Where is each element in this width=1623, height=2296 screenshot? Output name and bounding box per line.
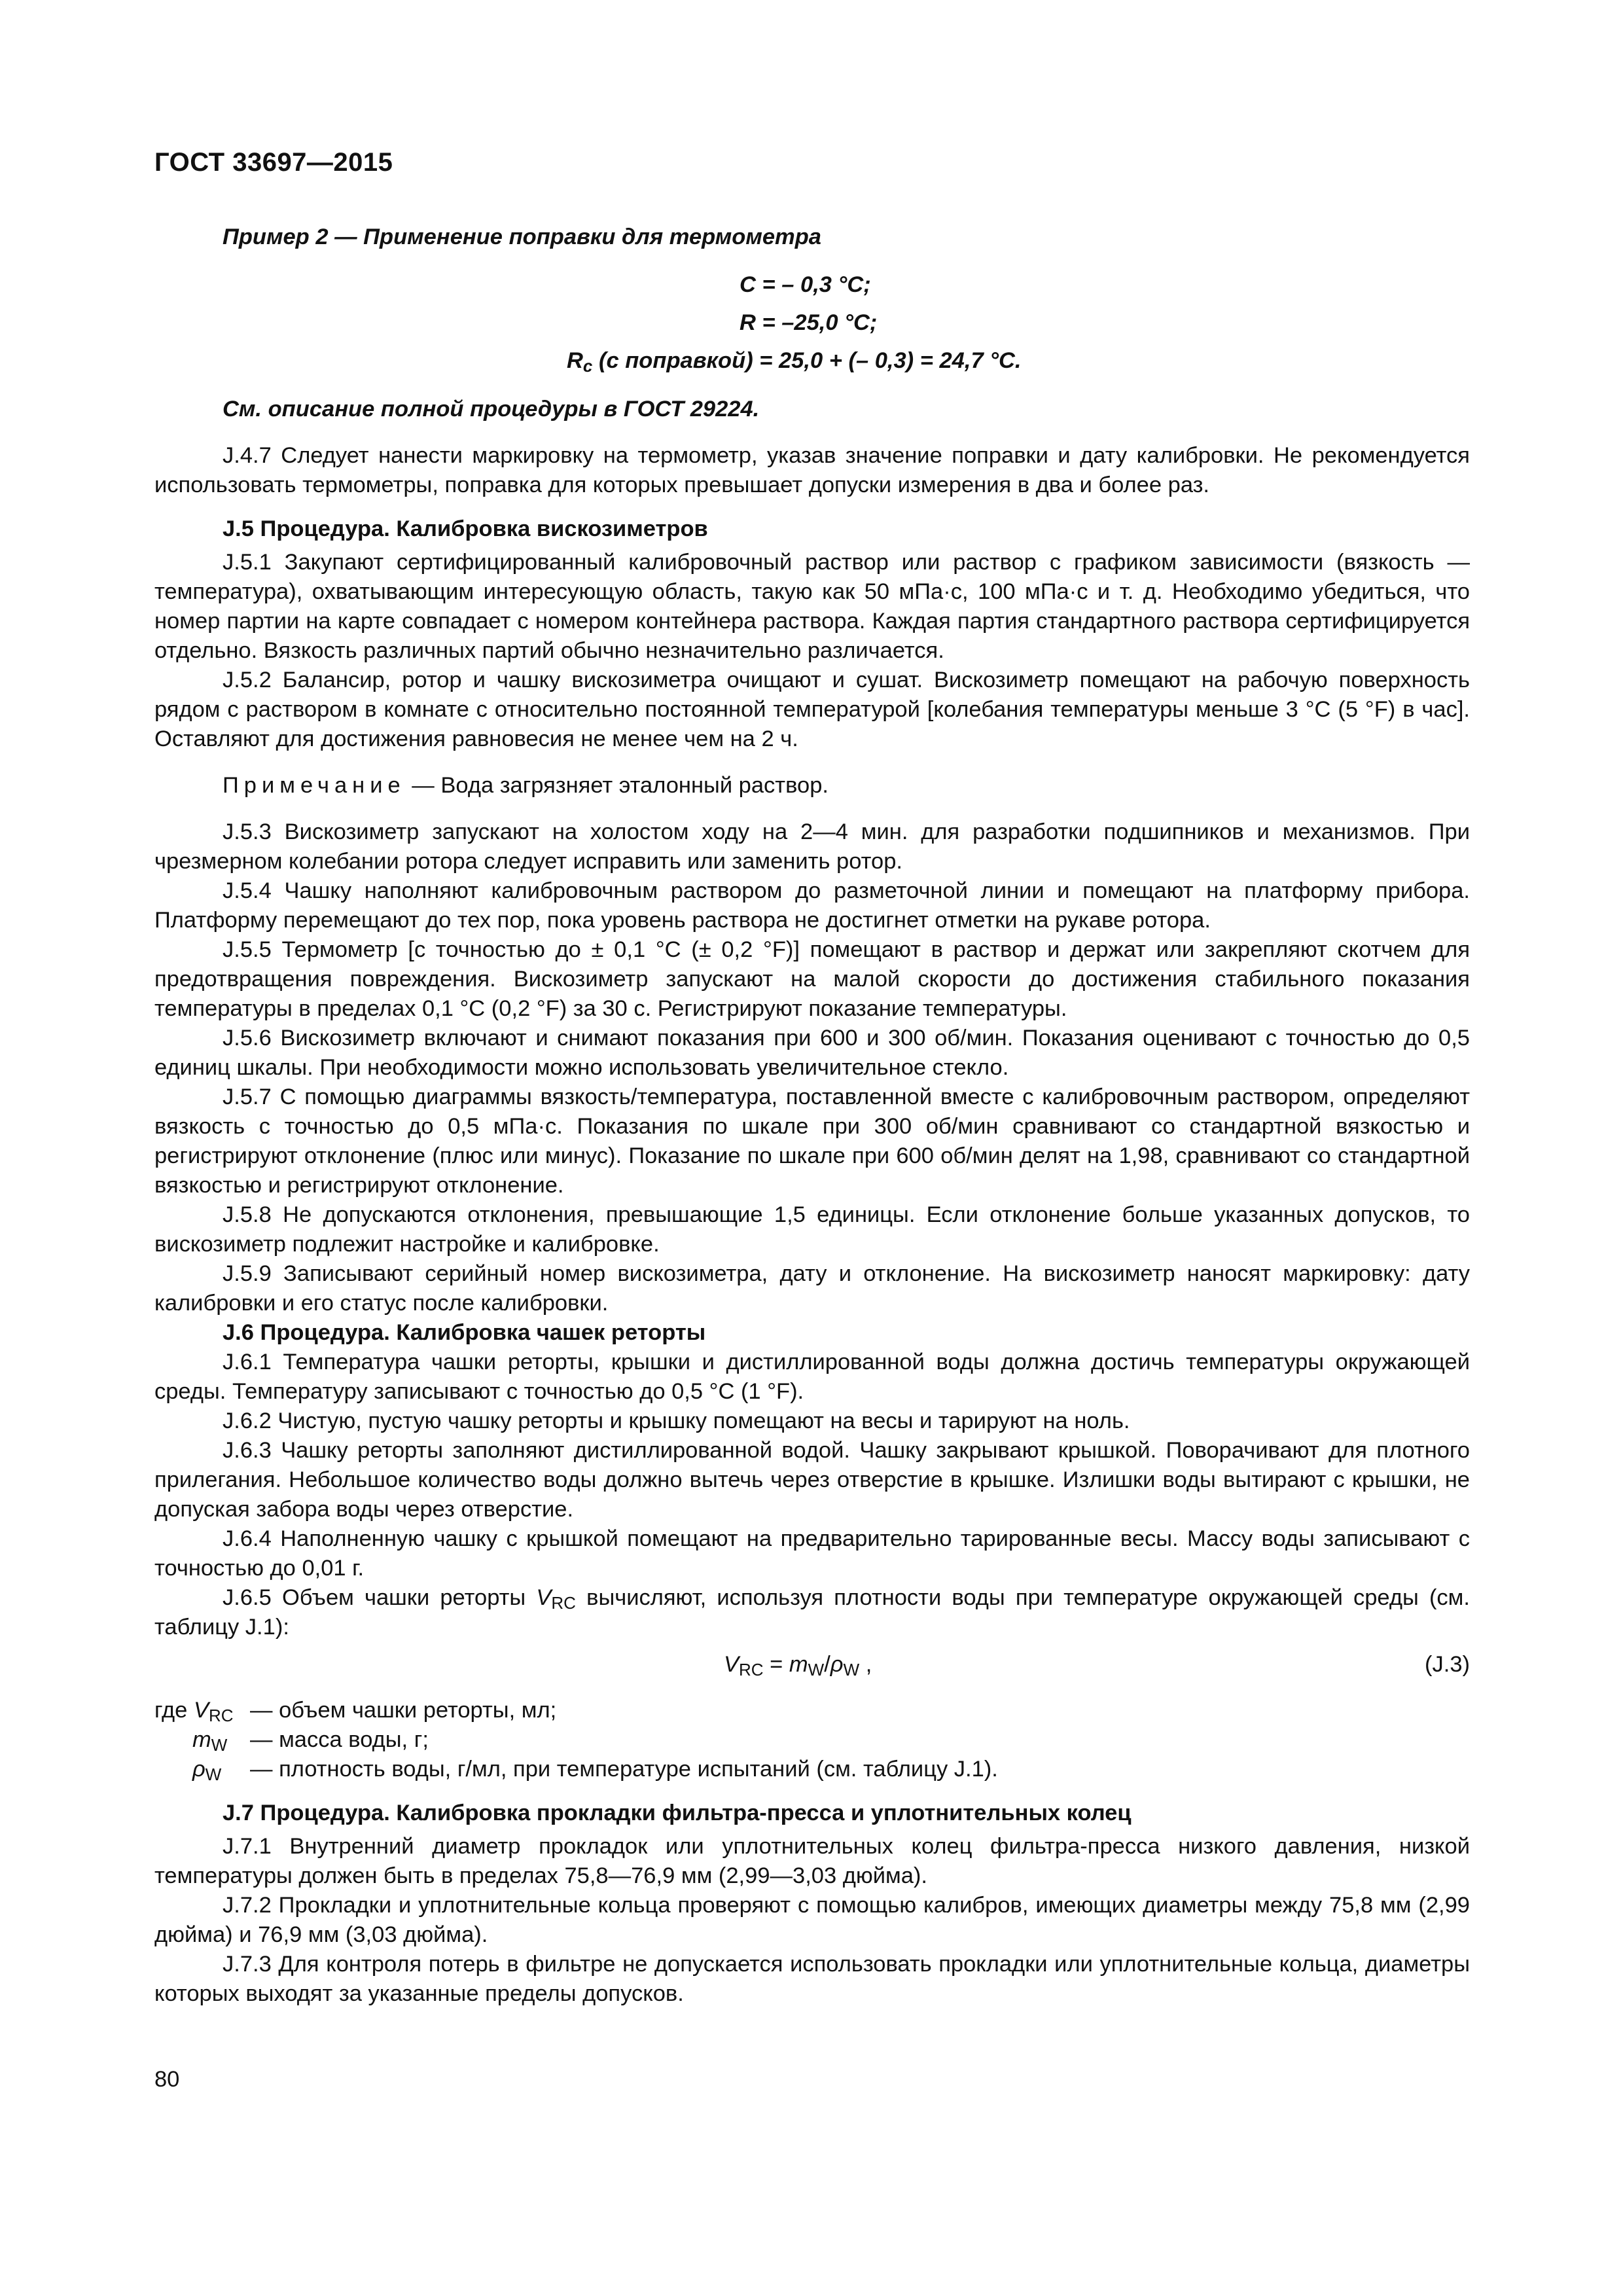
see-reference: См. описание полной процедуры в ГОСТ 29224. bbox=[223, 397, 760, 422]
legend-v-symbol bbox=[154, 1696, 234, 1725]
formula-rc-subscript: c bbox=[582, 356, 593, 376]
j6-5-text-a: J.6.5 Объем чашки реторты bbox=[223, 1585, 537, 1610]
paragraph-j7-2: J.7.2 Прокладки и уплотнительные кольца проверяют с помощью калибров, имеющих диаметры между 75,8 мм (2,99 дюйма) и 76,9 мм (3,03 дюйма). bbox=[154, 1893, 1470, 1947]
paragraph-j5-2: J.5.2 Балансир, ротор и чашку вискозиметра очищают и сушат. Вискозиметр помещают на рабочую поверхность рядом с раствором в комнате с относительно постоянной температурой [колебания температуры меньше 3 °C (5 °F) в час]. Оставляют для достижения равновесия не менее чем на 2 ч. bbox=[154, 668, 1470, 751]
legend-v-sub: RC bbox=[208, 1706, 234, 1725]
eq-rho-symbol: ρ bbox=[830, 1652, 844, 1677]
equation-body bbox=[724, 1650, 872, 1679]
legend-rho-letter: ρ bbox=[192, 1757, 205, 1782]
paragraph-j6-1: J.6.1 Температура чашки реторты, крышки и дистиллированной воды должна достичь температуры окружающей среды. Температуру записывают с точностью до 0,5 °C (1 °F). bbox=[154, 1350, 1470, 1404]
j6-5-text-b: вычисляют, используя плотности воды при температуре окружающей среды (см. таблицу J.1): bbox=[154, 1585, 1470, 1640]
paragraph-j5-5: J.5.5 Термометр [с точностью до ± 0,1 °C (± 0,2 °F)] помещают в раствор и держат или закрепляют скотчем для предотвращения повреждения. Вискозиметр запускают на малой скорости до достижения стабильного показания температуры в пределах 0,1 °C (0,2 °F) за 30 с. Регистрируют показание температуры. bbox=[154, 937, 1470, 1021]
document-id-header: ГОСТ 33697—2015 bbox=[154, 148, 393, 177]
note-text: — Вода загрязняет эталонный раствор. bbox=[405, 773, 829, 798]
paragraph-j5-6: J.5.6 Вискозиметр включают и снимают показания при 600 и 300 об/мин. Показания оценивают с точностью до 0,5 единиц шкалы. При необходимости можно использовать увеличительное стекло. bbox=[154, 1026, 1470, 1080]
formula-rc-rest: (с поправкой) = 25,0 + (– 0,3) = 24,7 °C. bbox=[592, 348, 1022, 373]
paragraph-j6-4: J.6.4 Наполненную чашку с крышкой помещают на предварительно тарированные весы. Массу воды записывают с точностью до 0,01 г. bbox=[154, 1526, 1470, 1581]
paragraph-j7-1: J.7.1 Внутренний диаметр прокладок или уплотнительных колец фильтра-пресса низкого давления, низкой температуры должен быть в пределах 75,8—76,9 мм (2,99—3,03 дюйма). bbox=[154, 1834, 1470, 1888]
legend-rho-text: — плотность воды, г/мл, при температуре испытаний (см. таблицу J.1). bbox=[250, 1757, 998, 1782]
legend-row-rho bbox=[154, 1755, 1470, 1784]
legend-m-symbol bbox=[192, 1725, 227, 1755]
eq-rho-subscript: W bbox=[843, 1660, 860, 1679]
paragraph-j5-1: J.5.1 Закупают сертифицированный калибровочный раствор или раствор с графиком зависимости (вязкость — температура), охватывающим интересующую область, такую как 50 мПа·с, 100 мПа·с и т. д. Необходимо убедиться, что номер партии на карте совпадает с номером контейнера раствора. Каждая партия стандартного раствора сертифицируется отдельно. Вязкость различных партий обычно незначительно различается. bbox=[154, 550, 1470, 663]
eq-m-subscript: W bbox=[808, 1660, 825, 1679]
eq-division-slash: / bbox=[824, 1652, 830, 1677]
page-content bbox=[154, 223, 1470, 2009]
legend-v-letter: V bbox=[193, 1698, 209, 1723]
paragraph-j4-7: J.4.7 Следует нанести маркировку на термометр, указав значение поправки и дату калибровки. Не рекомендуется использовать термометры, поправка для которых превышает допуски измерения в два и более раз. bbox=[154, 443, 1470, 497]
formula-line-c: C = – 0,3 °C; bbox=[740, 272, 871, 297]
legend-prefix: где bbox=[154, 1698, 194, 1723]
note-paragraph bbox=[154, 771, 1470, 800]
formula-line-rc bbox=[567, 346, 1022, 376]
section-heading-j5: J.5 Процедура. Калибровка вискозиметров bbox=[223, 516, 708, 541]
legend-rho-sub: W bbox=[205, 1765, 222, 1784]
example-formulas bbox=[154, 270, 1470, 386]
legend-m-text: — масса воды, г; bbox=[250, 1727, 429, 1752]
note-label: Примечание bbox=[223, 773, 406, 798]
eq-m-symbol: m bbox=[789, 1652, 808, 1677]
formula-rc-symbol: R bbox=[567, 348, 583, 373]
paragraph-j7-3: J.7.3 Для контроля потерь в фильтре не допускается использовать прокладки или уплотнительные кольца, диаметры которых выходят за указанные пределы допусков. bbox=[154, 1952, 1470, 2006]
equation-j3 bbox=[154, 1645, 1470, 1687]
formula-line-r: R = –25,0 °C; bbox=[740, 310, 878, 335]
j6-5-subscript: RC bbox=[551, 1593, 576, 1613]
section-heading-j7: J.7 Процедура. Калибровка прокладки фильтра-пресса и уплотнительных колец bbox=[223, 1801, 1132, 1825]
paragraph-j6-5 bbox=[154, 1583, 1470, 1642]
equation-number: (J.3) bbox=[1425, 1652, 1470, 1677]
legend-v-text: — объем чашки реторты, мл; bbox=[250, 1698, 557, 1723]
paragraph-j6-2: J.6.2 Чистую, пустую чашку реторты и крышку помещают на весы и тарируют на ноль. bbox=[223, 1408, 1130, 1433]
legend-row-m bbox=[154, 1725, 1470, 1755]
j6-5-symbol: V bbox=[536, 1585, 552, 1610]
example-title: Пример 2 — Применение поправки для термометра bbox=[223, 224, 821, 249]
paragraph-j5-7: J.5.7 С помощью диаграммы вязкость/температура, поставленной вместе с калибровочным раствором, определяют вязкость с точностью до 0,5 мПа·с. Показания по шкале при 300 об/мин сравнивают со стандартной вязкостью и регистрируют отклонение (плюс или минус). Показание по шкале при 600 об/мин делят на 1,98, сравнивают со стандартной вязкостью и регистрируют отклонение. bbox=[154, 1085, 1470, 1198]
eq-equals-sign: = bbox=[763, 1652, 789, 1677]
paragraph-j5-9: J.5.9 Записывают серийный номер вискозиметра, дату и отклонение. На вискозиметр наносят маркировку: дату калибровки и его статус после калибровки. bbox=[154, 1261, 1470, 1316]
legend-m-sub: W bbox=[211, 1735, 228, 1755]
section-heading-j6: J.6 Процедура. Калибровка чашек реторты bbox=[223, 1320, 706, 1345]
legend-rho-symbol bbox=[192, 1755, 221, 1784]
legend-row-v bbox=[154, 1696, 1470, 1725]
paragraph-j6-3: J.6.3 Чашку реторты заполняют дистиллированной водой. Чашку закрывают крышкой. Поворачивают для плотного прилегания. Небольшое количество воды должно вытечь через отверстие в крышке. Излишки воды вытирают с крышки, не допуская забора воды через отверстие. bbox=[154, 1438, 1470, 1522]
paragraph-j5-3: J.5.3 Вискозиметр запускают на холостом ходу на 2—4 мин. для разработки подшипников и механизмов. При чрезмерном колебании ротора следует исправить или заменить ротор. bbox=[154, 819, 1470, 874]
paragraph-j5-8: J.5.8 Не допускаются отклонения, превышающие 1,5 единицы. Если отклонение больше указанных допусков, то вискозиметр подлежит настройке и калибровке. bbox=[154, 1202, 1470, 1257]
page-number: 80 bbox=[154, 2067, 180, 2092]
eq-lhs-symbol: V bbox=[724, 1652, 740, 1677]
eq-tail: , bbox=[859, 1652, 872, 1677]
paragraph-j5-4: J.5.4 Чашку наполняют калибровочным раствором до разметочной линии и помещают на платформу прибора. Платформу перемещают до тех пор, пока уровень раствора не достигнет отметки на рукаве ротора. bbox=[154, 878, 1470, 933]
legend-m-letter: m bbox=[192, 1727, 211, 1752]
eq-lhs-subscript: RC bbox=[739, 1660, 764, 1679]
